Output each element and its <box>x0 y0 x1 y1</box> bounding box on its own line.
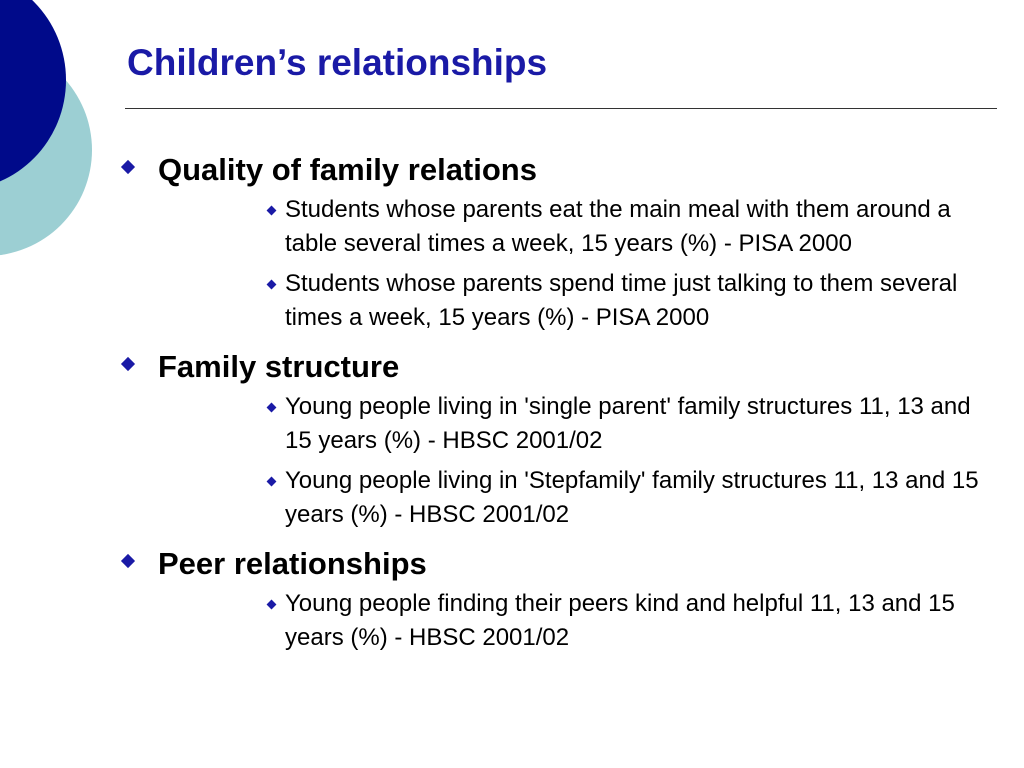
diamond-bullet-icon <box>266 279 276 289</box>
sub-bullet-list <box>158 390 1000 532</box>
section-heading: Family structure <box>158 349 400 384</box>
diamond-bullet-icon <box>120 159 135 174</box>
sub-bullet-text: Young people living in 'single parent' family structures 11, 13 and 15 years (%) - HBSC 2001/02 <box>285 393 971 454</box>
sub-bullet-item <box>246 390 1000 458</box>
title-divider <box>125 108 997 109</box>
diamond-bullet-icon <box>266 599 276 609</box>
sub-bullet-item <box>246 587 1000 655</box>
sub-bullet-text: Young people living in 'Stepfamily' family structures 11, 13 and 15 years (%) - HBSC 2001/02 <box>285 467 979 528</box>
sub-bullet-list <box>158 193 1000 335</box>
sub-bullet-item <box>246 193 1000 261</box>
section-peer-relationships <box>120 544 1000 655</box>
diamond-bullet-icon <box>266 402 276 412</box>
diamond-bullet-icon <box>266 476 276 486</box>
section-heading: Quality of family relations <box>158 152 537 187</box>
sub-bullet-item <box>246 464 1000 532</box>
sub-bullet-text: Students whose parents eat the main meal with them around a table several times a week, 15 years (%) - PISA 2000 <box>285 196 951 257</box>
section-quality-of-family-relations <box>120 150 1000 335</box>
section-family-structure <box>120 347 1000 532</box>
diamond-bullet-icon <box>120 553 135 568</box>
sub-bullet-list <box>158 587 1000 655</box>
section-heading: Peer relationships <box>158 546 427 581</box>
diamond-bullet-icon <box>266 205 276 215</box>
sub-bullet-text: Young people finding their peers kind and helpful 11, 13 and 15 years (%) - HBSC 2001/02 <box>285 590 955 651</box>
diamond-bullet-icon <box>120 356 135 371</box>
slide-title: Children’s relationships <box>127 42 548 83</box>
sub-bullet-item <box>246 267 1000 335</box>
bullet-list <box>120 150 1000 661</box>
sub-bullet-text: Students whose parents spend time just talking to them several times a week, 15 years (%) - PISA 2000 <box>285 270 958 331</box>
